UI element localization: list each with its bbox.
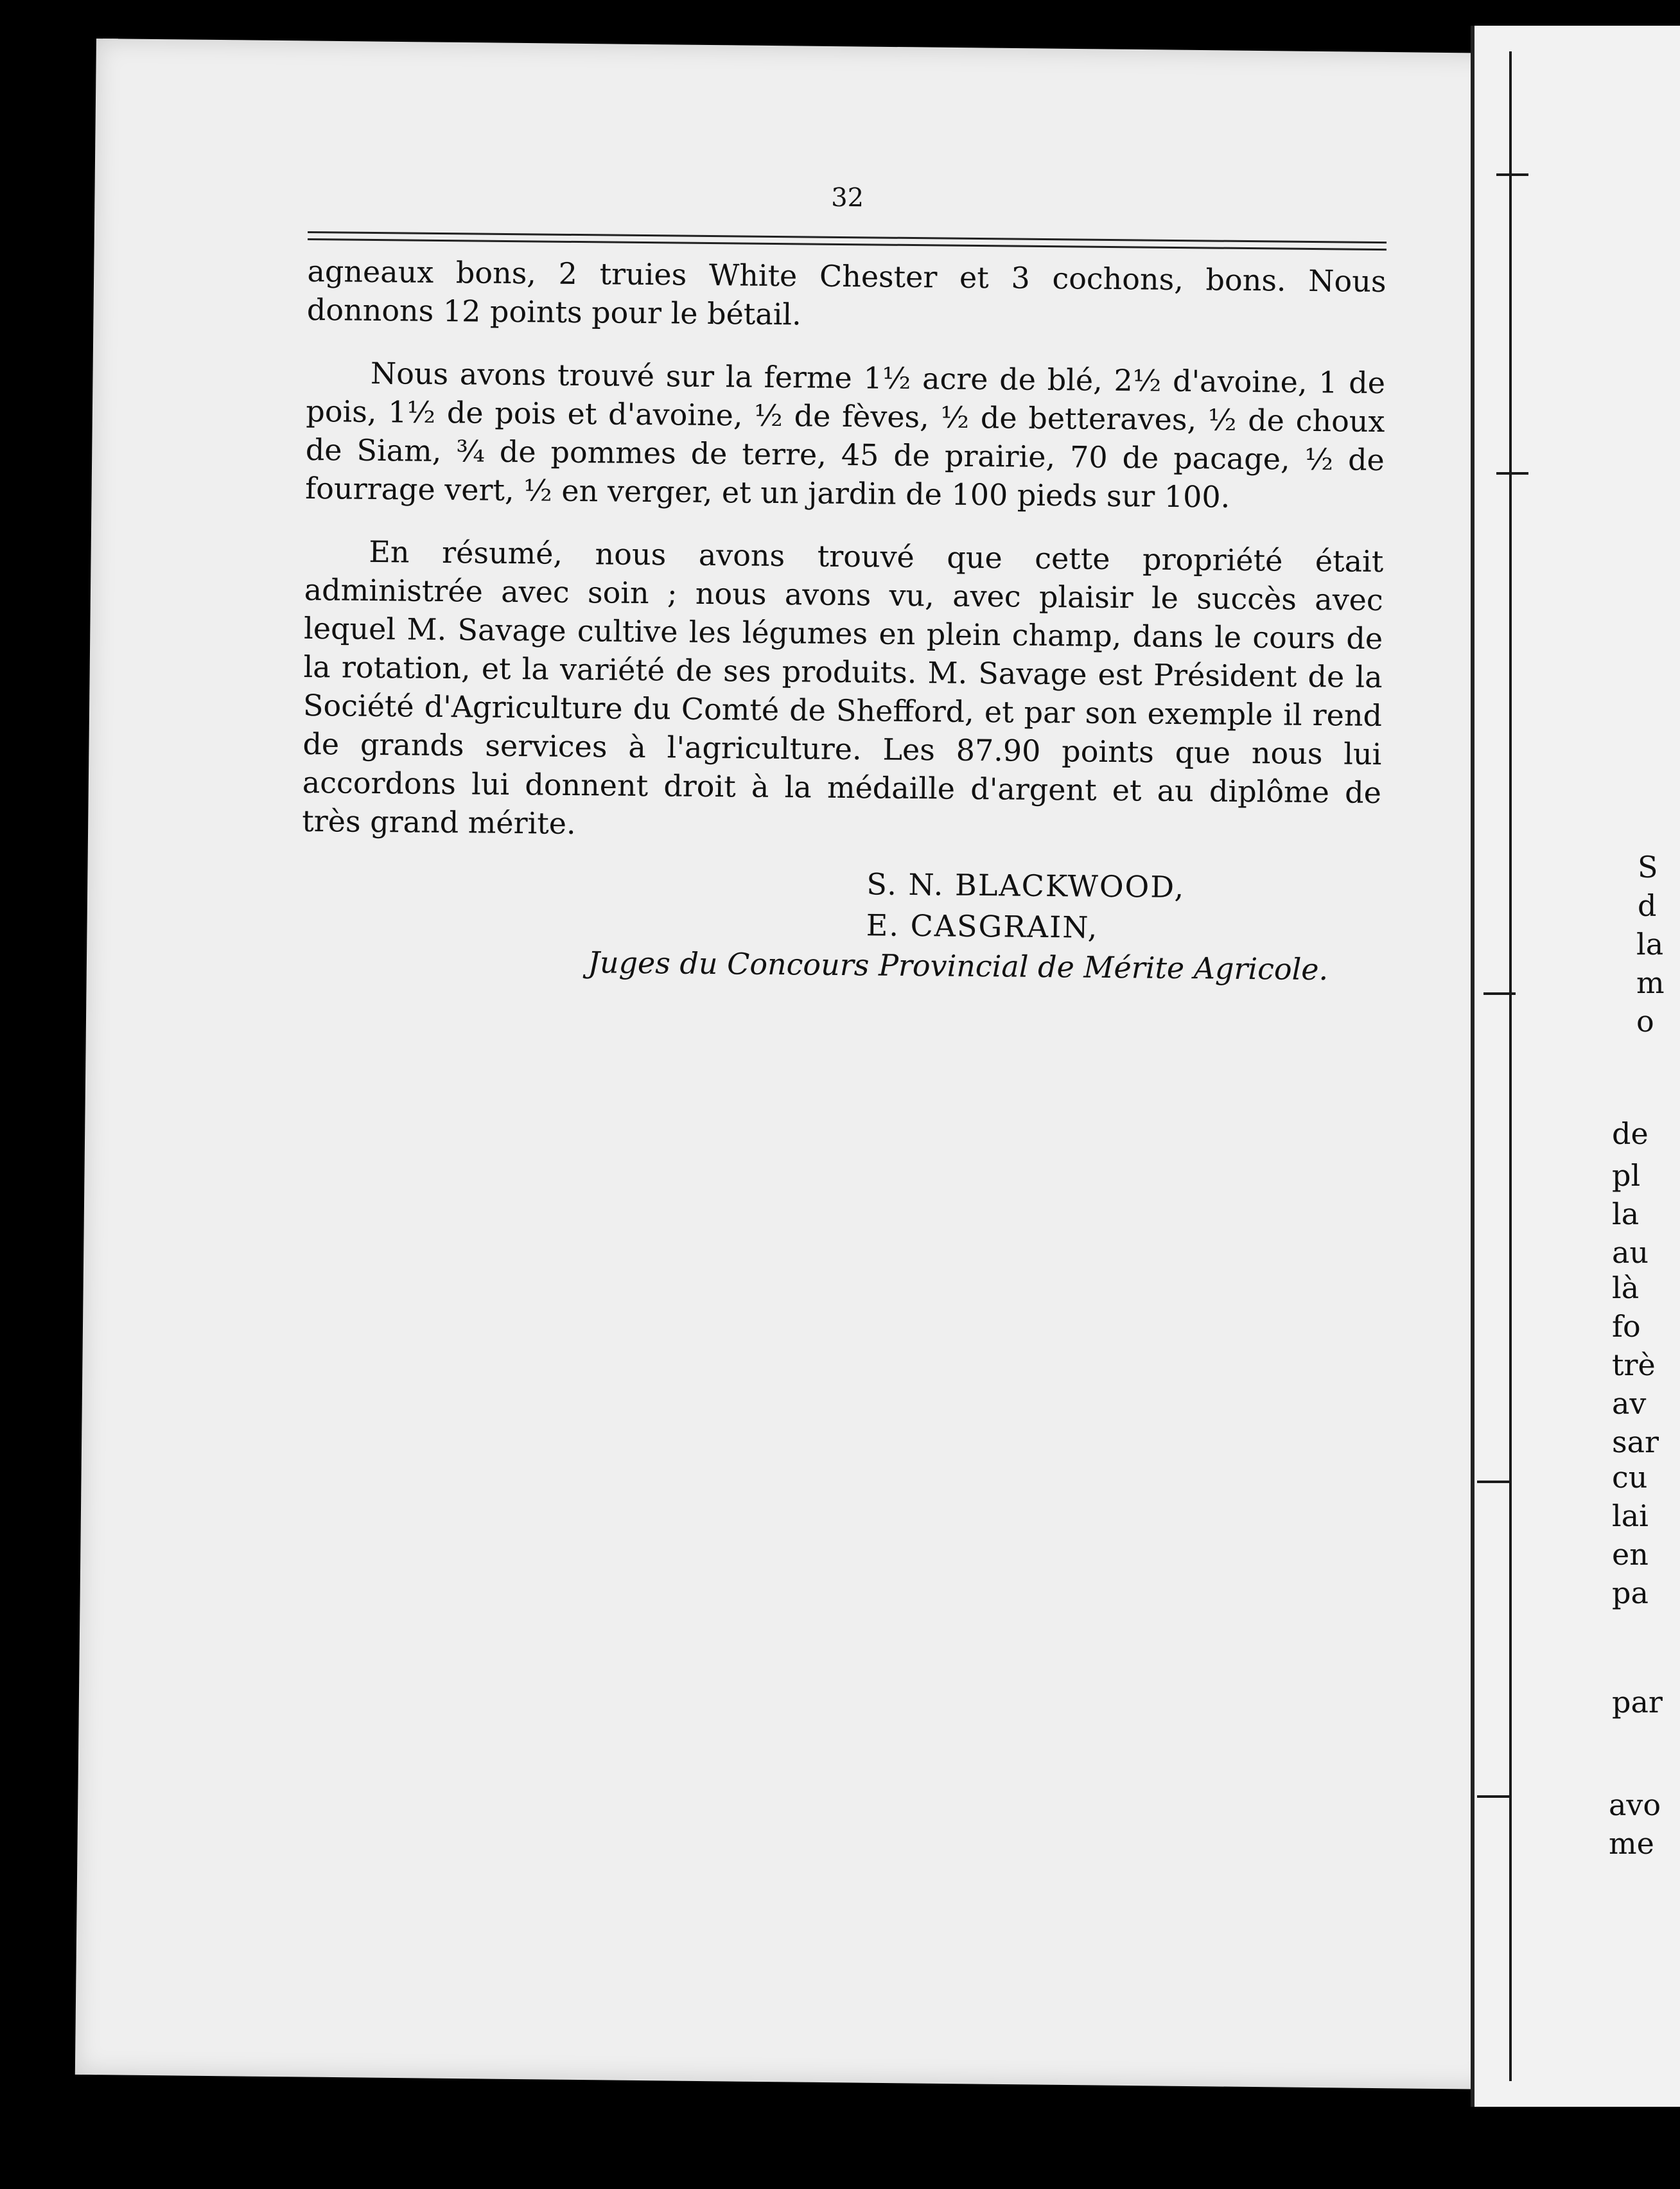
facing-fragment: fo [1612, 1309, 1641, 1344]
facing-fragment: au [1612, 1235, 1649, 1270]
facing-fragment: la [1636, 927, 1664, 962]
facing-fragment: par [1612, 1685, 1663, 1719]
facing-fragment: S [1638, 850, 1658, 884]
signature-block [301, 858, 1381, 951]
facing-fragment: en [1612, 1537, 1649, 1572]
facing-fragment: lai [1612, 1499, 1649, 1533]
facing-fragment: av [1612, 1386, 1647, 1421]
facing-fragment: là [1612, 1270, 1640, 1305]
binding-stitch [1496, 173, 1528, 176]
facing-fragment: d [1638, 888, 1657, 923]
facing-fragment: sar [1612, 1425, 1659, 1459]
paragraph-crops: Nous avons trouvé sur la ferme 1½ acre de blé, 2½ d'avoine, 1 de pois, 1½ de pois et d'avoine, ½ de fèves, ½ de betteraves, ½ de choux de Siam, ¾ de pommes de terre, 45 de prairie, 70 de pacage, ½ de fourrage vert, ½ en verger, et un jardin de 100 pieds sur 100. [305, 355, 1386, 514]
binding-stitch [1477, 1795, 1509, 1798]
signature-casgrain: E. CASGRAIN, [866, 908, 1099, 945]
facing-fragment: de [1612, 1116, 1649, 1151]
facing-fragment: pl [1612, 1158, 1641, 1193]
facing-fragment: m [1636, 965, 1665, 1000]
page-number: 32 [831, 182, 864, 213]
facing-fragment: me [1609, 1826, 1654, 1861]
facing-fragment: pa [1612, 1576, 1649, 1610]
facing-fragment: la [1612, 1197, 1640, 1231]
binding-stitch [1483, 992, 1516, 995]
signature-blackwood: S. N. BLACKWOOD, [866, 866, 1186, 905]
facing-fragment: o [1636, 1004, 1654, 1039]
binding-gutter [1509, 51, 1512, 2081]
facing-fragment: cu [1612, 1460, 1648, 1495]
binding-stitch [1477, 1481, 1509, 1483]
paragraph-livestock: agneaux bons, 2 truies White Chester et 3 cochons, bons. Nous donnons 12 points pour le bétail. [306, 253, 1387, 332]
facing-fragment: trè [1612, 1348, 1656, 1382]
header-rule [308, 231, 1387, 251]
page-content [301, 173, 1387, 989]
paragraph-summary: En résumé, nous avons trouvé que cette propriété était administrée avec soin ; nous avons vu, avec plaisir le succès avec lequel M. Savage cultive les légumes en plein champ, dans le cours de la rotation, et la variété de ses produits. M. Savage est Président de la Société d'Agriculture du Comté de Shefford, et par son exemple il rend de grands services à l'agriculture. Les 87.90 points que nous lui accordons lui donnent droit à la médaille d'argent et au diplôme de très grand mérite. [302, 534, 1384, 841]
judges-title: Juges du Concours Provincial de Mérite Agricole. [588, 945, 1329, 987]
facing-fragment: avo [1609, 1788, 1661, 1822]
binding-stitch [1496, 472, 1528, 475]
